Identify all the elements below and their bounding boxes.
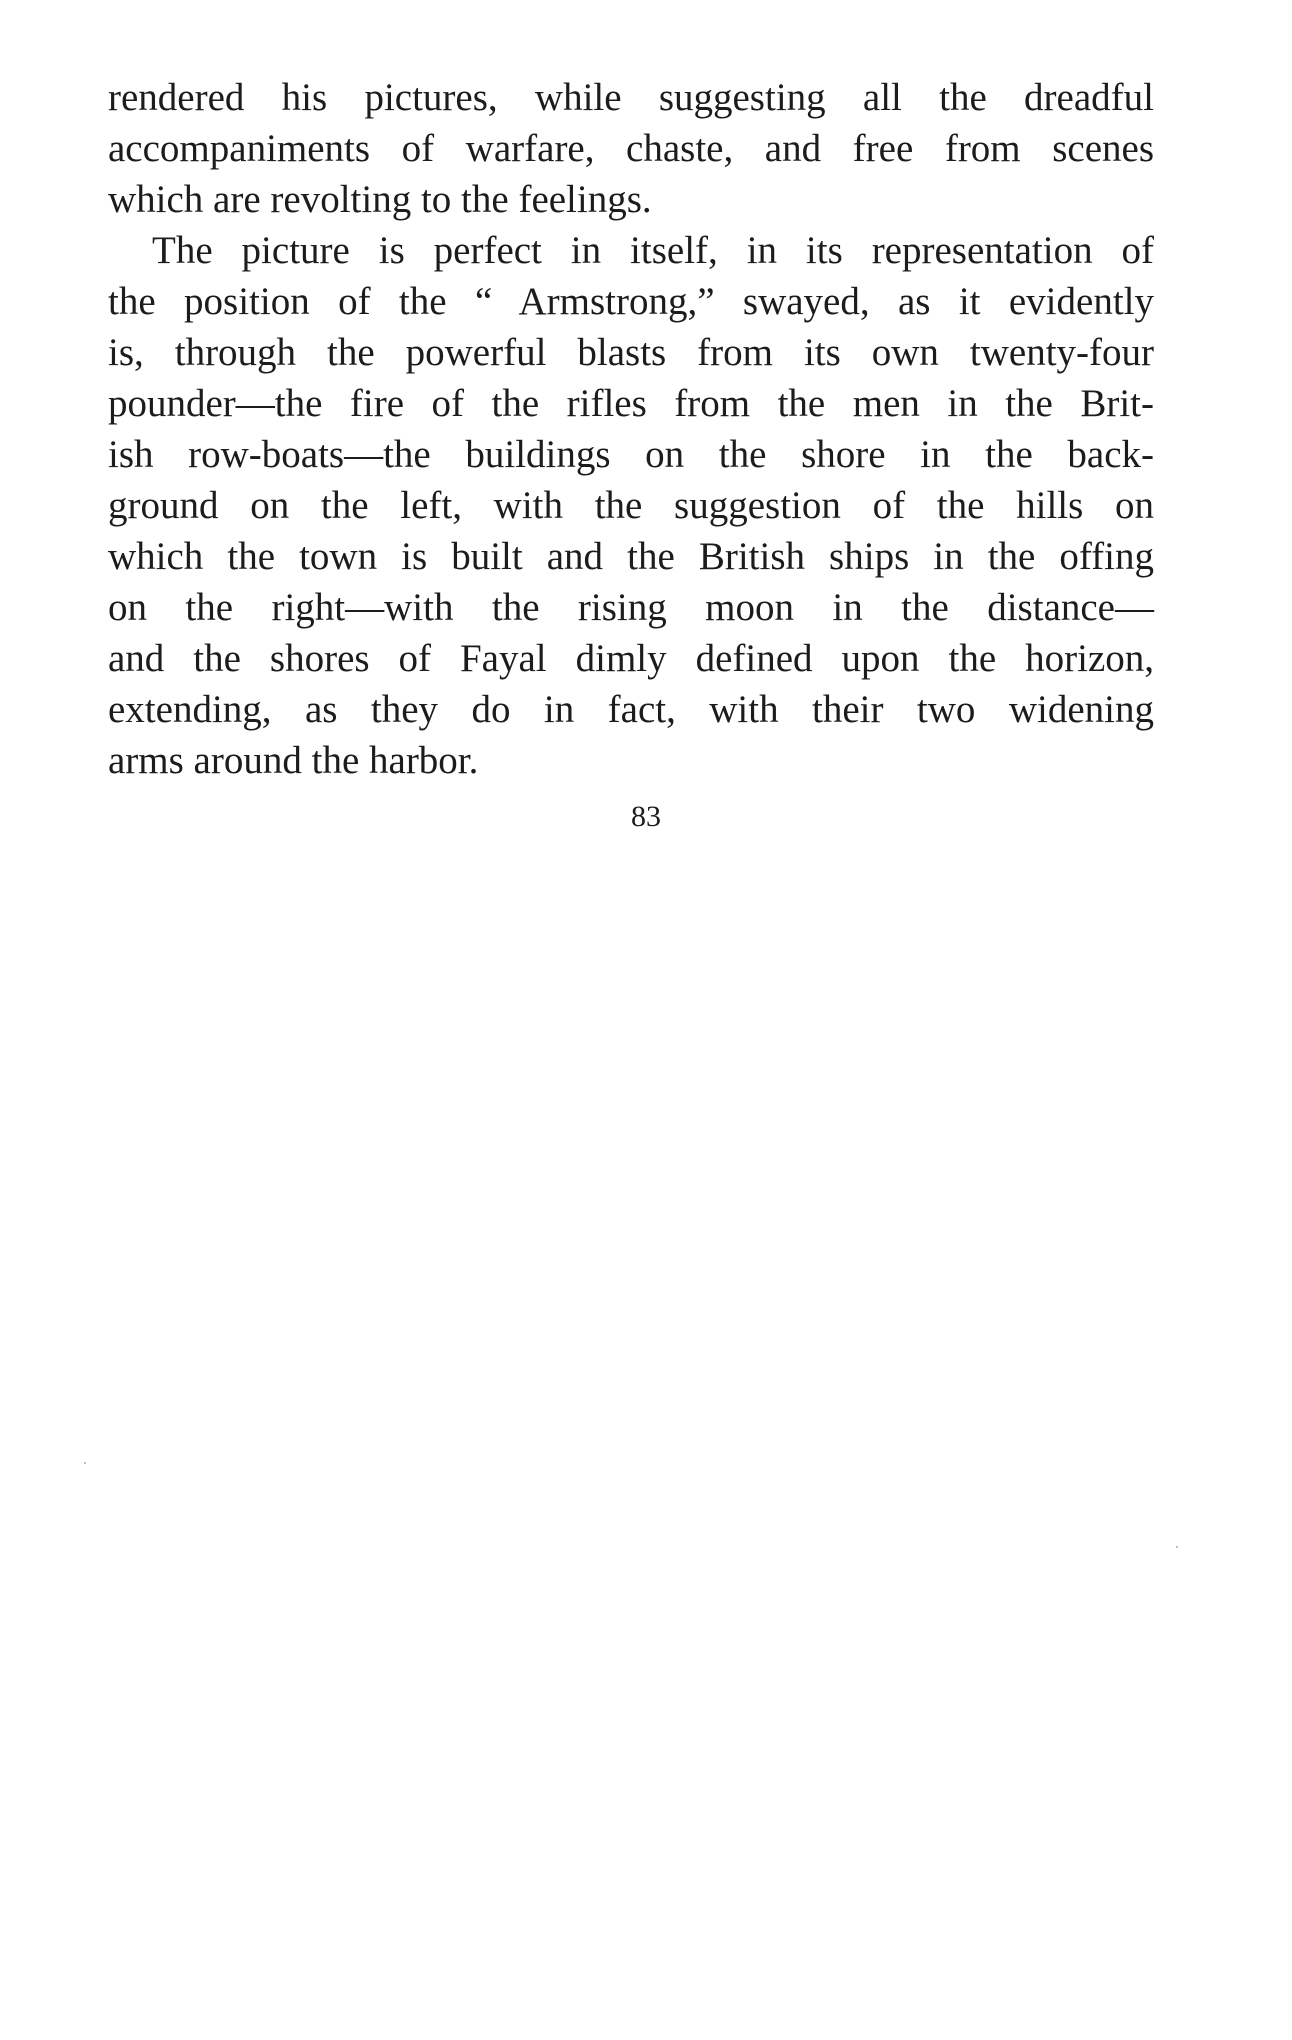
text-line-12: and the shores of Fayal dimly defined upon the horizon, [108, 637, 1154, 680]
text-line-5: the position of the “ Armstrong,” swayed, as it evidently [108, 280, 1154, 323]
text-line-9: ground on the left, with the suggestion of the hills on [108, 484, 1154, 527]
text-line-2: accompaniments of warfare, chaste, and free from scenes [108, 127, 1154, 170]
text-line-13: extending, as they do in fact, with their two widening [108, 688, 1154, 731]
text-line-7: pounder—the fire of the rifles from the men in the Brit- [108, 382, 1154, 425]
text-line-1: rendered his pictures, while suggesting all the dreadful [108, 76, 1154, 119]
text-line-11: on the right—with the rising moon in the distance— [108, 586, 1154, 629]
text-line-3: which are revolting to the feelings. [108, 178, 652, 221]
scan-speck [1176, 1546, 1178, 1548]
text-line-10: which the town is built and the British ships in the offing [108, 535, 1154, 578]
text-line-4: The picture is perfect in itself, in its representation of [152, 229, 1154, 272]
body-text [108, 72, 1154, 786]
scan-speck [84, 1462, 86, 1464]
text-line-6: is, through the powerful blasts from its own twenty-four [108, 331, 1154, 374]
text-line-8: ish row-boats—the buildings on the shore in the back- [108, 433, 1154, 476]
text-line-14: arms around the harbor. [108, 739, 479, 782]
page-number: 83 [631, 800, 661, 833]
